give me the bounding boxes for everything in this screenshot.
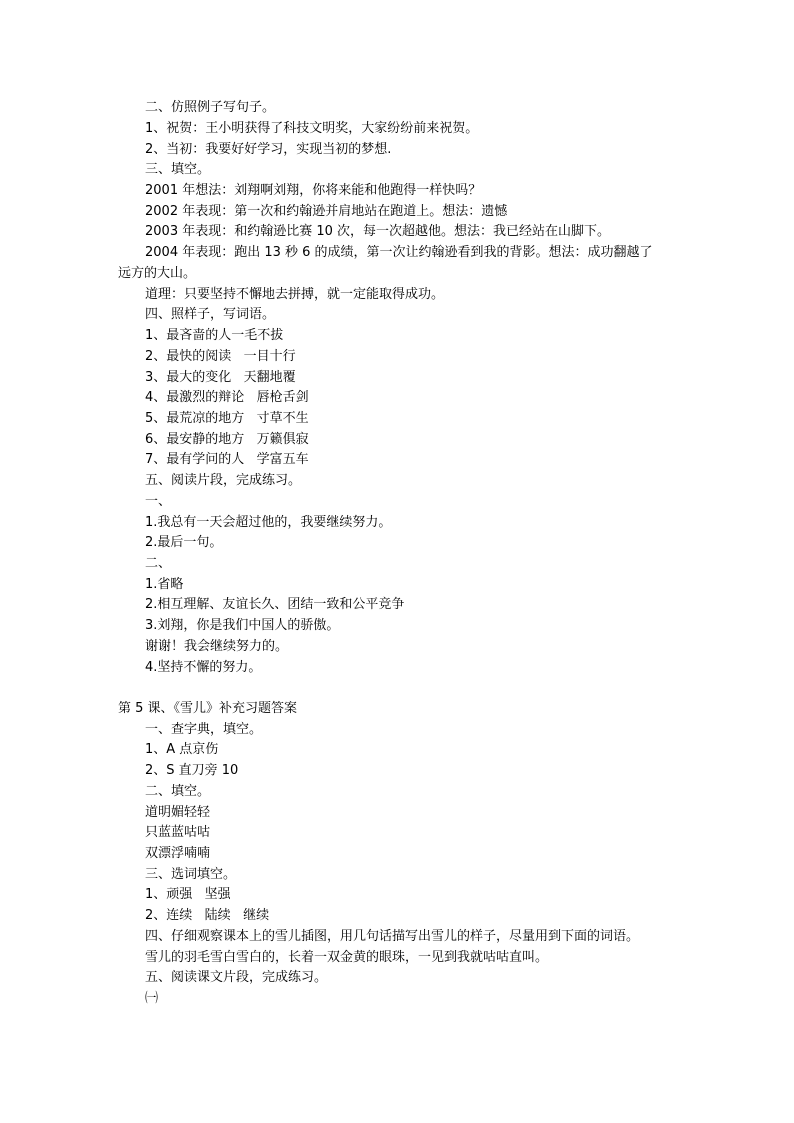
answer-line: 雪儿的羽毛雪白雪白的，长着一双金黄的眼珠，一见到我就咕咕直叫。 xyxy=(145,950,549,965)
answer-line: 双漂浮喃喃 xyxy=(145,846,211,861)
answer-line: 1、祝贺：王小明获得了科技文明奖，大家纷纷前来祝贺。 xyxy=(145,121,479,136)
answer-line: 2.最后一句。 xyxy=(145,535,223,550)
answer-line: 2、连续 陆续 继续 xyxy=(145,908,270,923)
answer-line: 1、A 点京伤 xyxy=(145,742,219,757)
section-heading: 一、查字典，填空。 xyxy=(145,722,263,737)
answer-line: 3、最大的变化 天翻地覆 xyxy=(145,370,296,385)
answer-line: 远方的大山。 xyxy=(118,266,197,281)
lesson-title: 第 5 课、《雪儿》补充习题答案 xyxy=(118,701,298,716)
answer-line: 2001 年想法：刘翔啊刘翔，你将来能和他跑得一样快吗？ xyxy=(145,183,482,198)
answer-line: 谢谢！我会继续努力的。 xyxy=(145,639,289,654)
section-heading: 二、仿照例子写句子。 xyxy=(145,100,276,115)
answer-line: 2、最快的阅读 一目十行 xyxy=(145,349,296,364)
answer-line: 6、最安静的地方 万籁俱寂 xyxy=(145,432,309,447)
section-heading: 三、选词填空。 xyxy=(145,867,237,882)
subsection-label: 一、 xyxy=(145,494,172,509)
subsection-label: ㈠ xyxy=(145,991,159,1006)
answer-line: 4、最激烈的辩论 唇枪舌剑 xyxy=(145,390,309,405)
answer-line: 1、最吝啬的人一毛不拔 xyxy=(145,328,284,343)
section-heading: 四、仔细观察课本上的雪儿插图，用几句话描写出雪儿的样子，尽量用到下面的词语。 xyxy=(145,929,640,944)
answer-line: 道理：只要坚持不懈地去拼搏，就一定能取得成功。 xyxy=(145,287,445,302)
section-heading: 三、填空。 xyxy=(145,162,211,177)
answer-line: 2、当初：我要好好学习，实现当初的梦想. xyxy=(145,142,392,157)
answer-line: 2003 年表现：和约翰逊比赛 10 次，每一次超越他。想法：我已经站在山脚下。 xyxy=(145,224,611,239)
answer-line: 2、S 直刀旁 10 xyxy=(145,763,239,778)
answer-line: 1.我总有一天会超过他的，我要继续努力。 xyxy=(145,515,392,530)
section-heading: 五、阅读片段，完成练习。 xyxy=(145,473,302,488)
answer-line: 5、最荒凉的地方 寸草不生 xyxy=(145,411,309,426)
answer-line: 2.相互理解、友谊长久、团结一致和公平竞争 xyxy=(145,597,405,612)
answer-line: 道明媚轻轻 xyxy=(145,805,211,820)
answer-line: 2004 年表现：跑出 13 秒 6 的成绩，第一次让约翰逊看到我的背影。想法：成功翻越了 xyxy=(145,245,653,260)
answer-line: 只蓝蓝咕咕 xyxy=(145,825,211,840)
answer-line: 7、最有学问的人 学富五车 xyxy=(145,452,309,467)
answer-line: 1、顽强 坚强 xyxy=(145,887,231,902)
section-heading: 四、照样子，写词语。 xyxy=(145,307,276,322)
section-heading: 二、填空。 xyxy=(145,784,211,799)
answer-line: 2002 年表现：第一次和约翰逊并肩地站在跑道上。想法：遗憾 xyxy=(145,204,508,219)
section-heading: 五、阅读课文片段，完成练习。 xyxy=(145,970,328,985)
answer-line: 4.坚持不懈的努力。 xyxy=(145,660,262,675)
answer-line: 1.省略 xyxy=(145,577,184,592)
subsection-label: 二、 xyxy=(145,556,172,571)
answer-line: 3.刘翔，你是我们中国人的骄傲。 xyxy=(145,618,340,633)
